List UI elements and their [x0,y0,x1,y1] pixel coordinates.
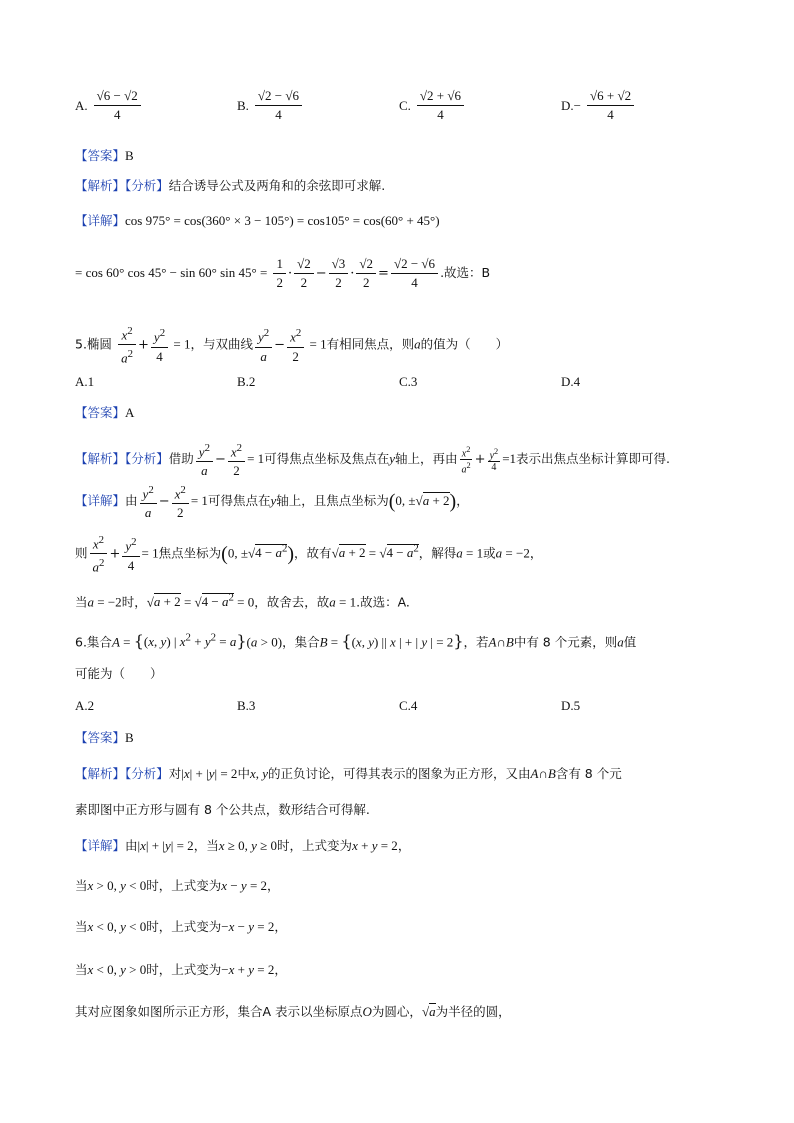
q6-case-4: 当x < 0, y > 0时，上式变为−x + y = 2， [75,962,287,977]
q6-final-line: 其对应图象如图所示正方形，集合A 表示以坐标原点O为圆心，√a为半径的圆， [75,1004,511,1019]
q5-option-d: D.4 [561,374,581,389]
q6-option-c: C.4 [399,698,418,713]
q5-option-b: B.2 [237,374,256,389]
q6-analysis-line1: 【解析】【分析】对|x| + |y| = 2中x, y的正负讨论，可得其表示的图象为正方形，又由A∩B含有 8 个元 [75,766,622,781]
q4-option-b: B. $\frac{√2 - √6}{4}$ [237,88,304,123]
q4-option-c: C. $\frac{√2 + √6}{4}$ [399,88,466,123]
q5-detail-line1: 【详解】由 $\frac{y^2}{a}$ − $\frac{x^2}{2}$ = 1可得焦点在y轴上，且焦点坐标为(0, ±√a + 2)， [75,484,469,521]
q5-option-c: C.3 [399,374,418,389]
q6-analysis-line2: 素即图中正方形与圆有 8 个公共点，数形结合可得解. [75,802,370,817]
q5-detail-line3: 当a = −2时，$√a + 2 = √4 - a^2 = 0$，故舍去，故a = 1.故选：A. [75,592,410,610]
q4-detail-line2: = cos 60° cos 45° − sin 60° sin 45° = $\frac{1}{2}$ · $\frac{√2}{2}$ − $\frac{√3}{2}$ · $\frac{√2}{2}$ = $\frac{√2 - √6}{4}$ .故选：B [75,256,491,290]
q4-option-d: D.− $\frac{√6 + √2}{4}$ [561,88,636,123]
q6-case-3: 当x < 0, y < 0时，上式变为−x − y = 2， [75,919,287,934]
q5-detail-line2: 则 $\frac{x^2}{a^2}$ + $\frac{y^2}{4}$ = 1焦点坐标为(0, $\pm√4 - a^2$)，故有$√a + 2 = √4 - a^2$，解得a = 1或a = −2， [75,534,543,575]
q5-analysis: 【解析】【分析】借助 $\frac{y^2}{a}$ − $\frac{x^2}{2}$ = 1可得焦点坐标及焦点在y轴上，再由 $\frac{x^2}{a^2}$ + $\frac{y^2}{4}$ =1表示出焦点坐标计算即可得. [75,442,671,479]
q6-stem-line2: 可能为（ ） [75,666,163,681]
q6-case-2: 当x > 0, y < 0时，上式变为x − y = 2， [75,878,280,893]
q4-detail-line1: 【详解】cos 975° = cos(360° × 3 − 105°) = cos105° = cos(60° + 45°) [75,213,440,228]
q6-option-a: A.2 [75,698,95,713]
q6-option-b: B.3 [237,698,256,713]
q6-answer: 【答案】B [75,730,134,745]
q4-option-a: A. $\frac{√6 - √2}{4}$ [75,88,143,123]
q5-answer: 【答案】A [75,405,135,420]
q6-stem-line1: 6.集合A = {(x, y) | $x^2 + y^2 = a\}(a > 0)$，集合B = {(x, y) || x | + | y | = 2}，若A∩B中有 8 个元素，则a值 [75,631,637,651]
q4-answer: 【答案】B [75,148,134,163]
q4-analysis: 【解析】【分析】结合诱导公式及两角和的余弦即可求解. [75,178,386,193]
q6-option-d: D.5 [561,698,581,713]
q6-detail-line1: 【详解】由|x| + |y| = 2，当x ≥ 0, y ≥ 0时，上式变为x + y = 2， [75,838,411,853]
q5-option-a: A.1 [75,374,95,389]
q5-stem: 5.椭圆 $\frac{x^2}{a^2}$ + $\frac{y^2}{4}$ = 1，与双曲线 $\frac{y^2}{a}$ − $\frac{x^2}{2}$ = 1有相同焦点，则a的值为（ ） [75,325,509,366]
